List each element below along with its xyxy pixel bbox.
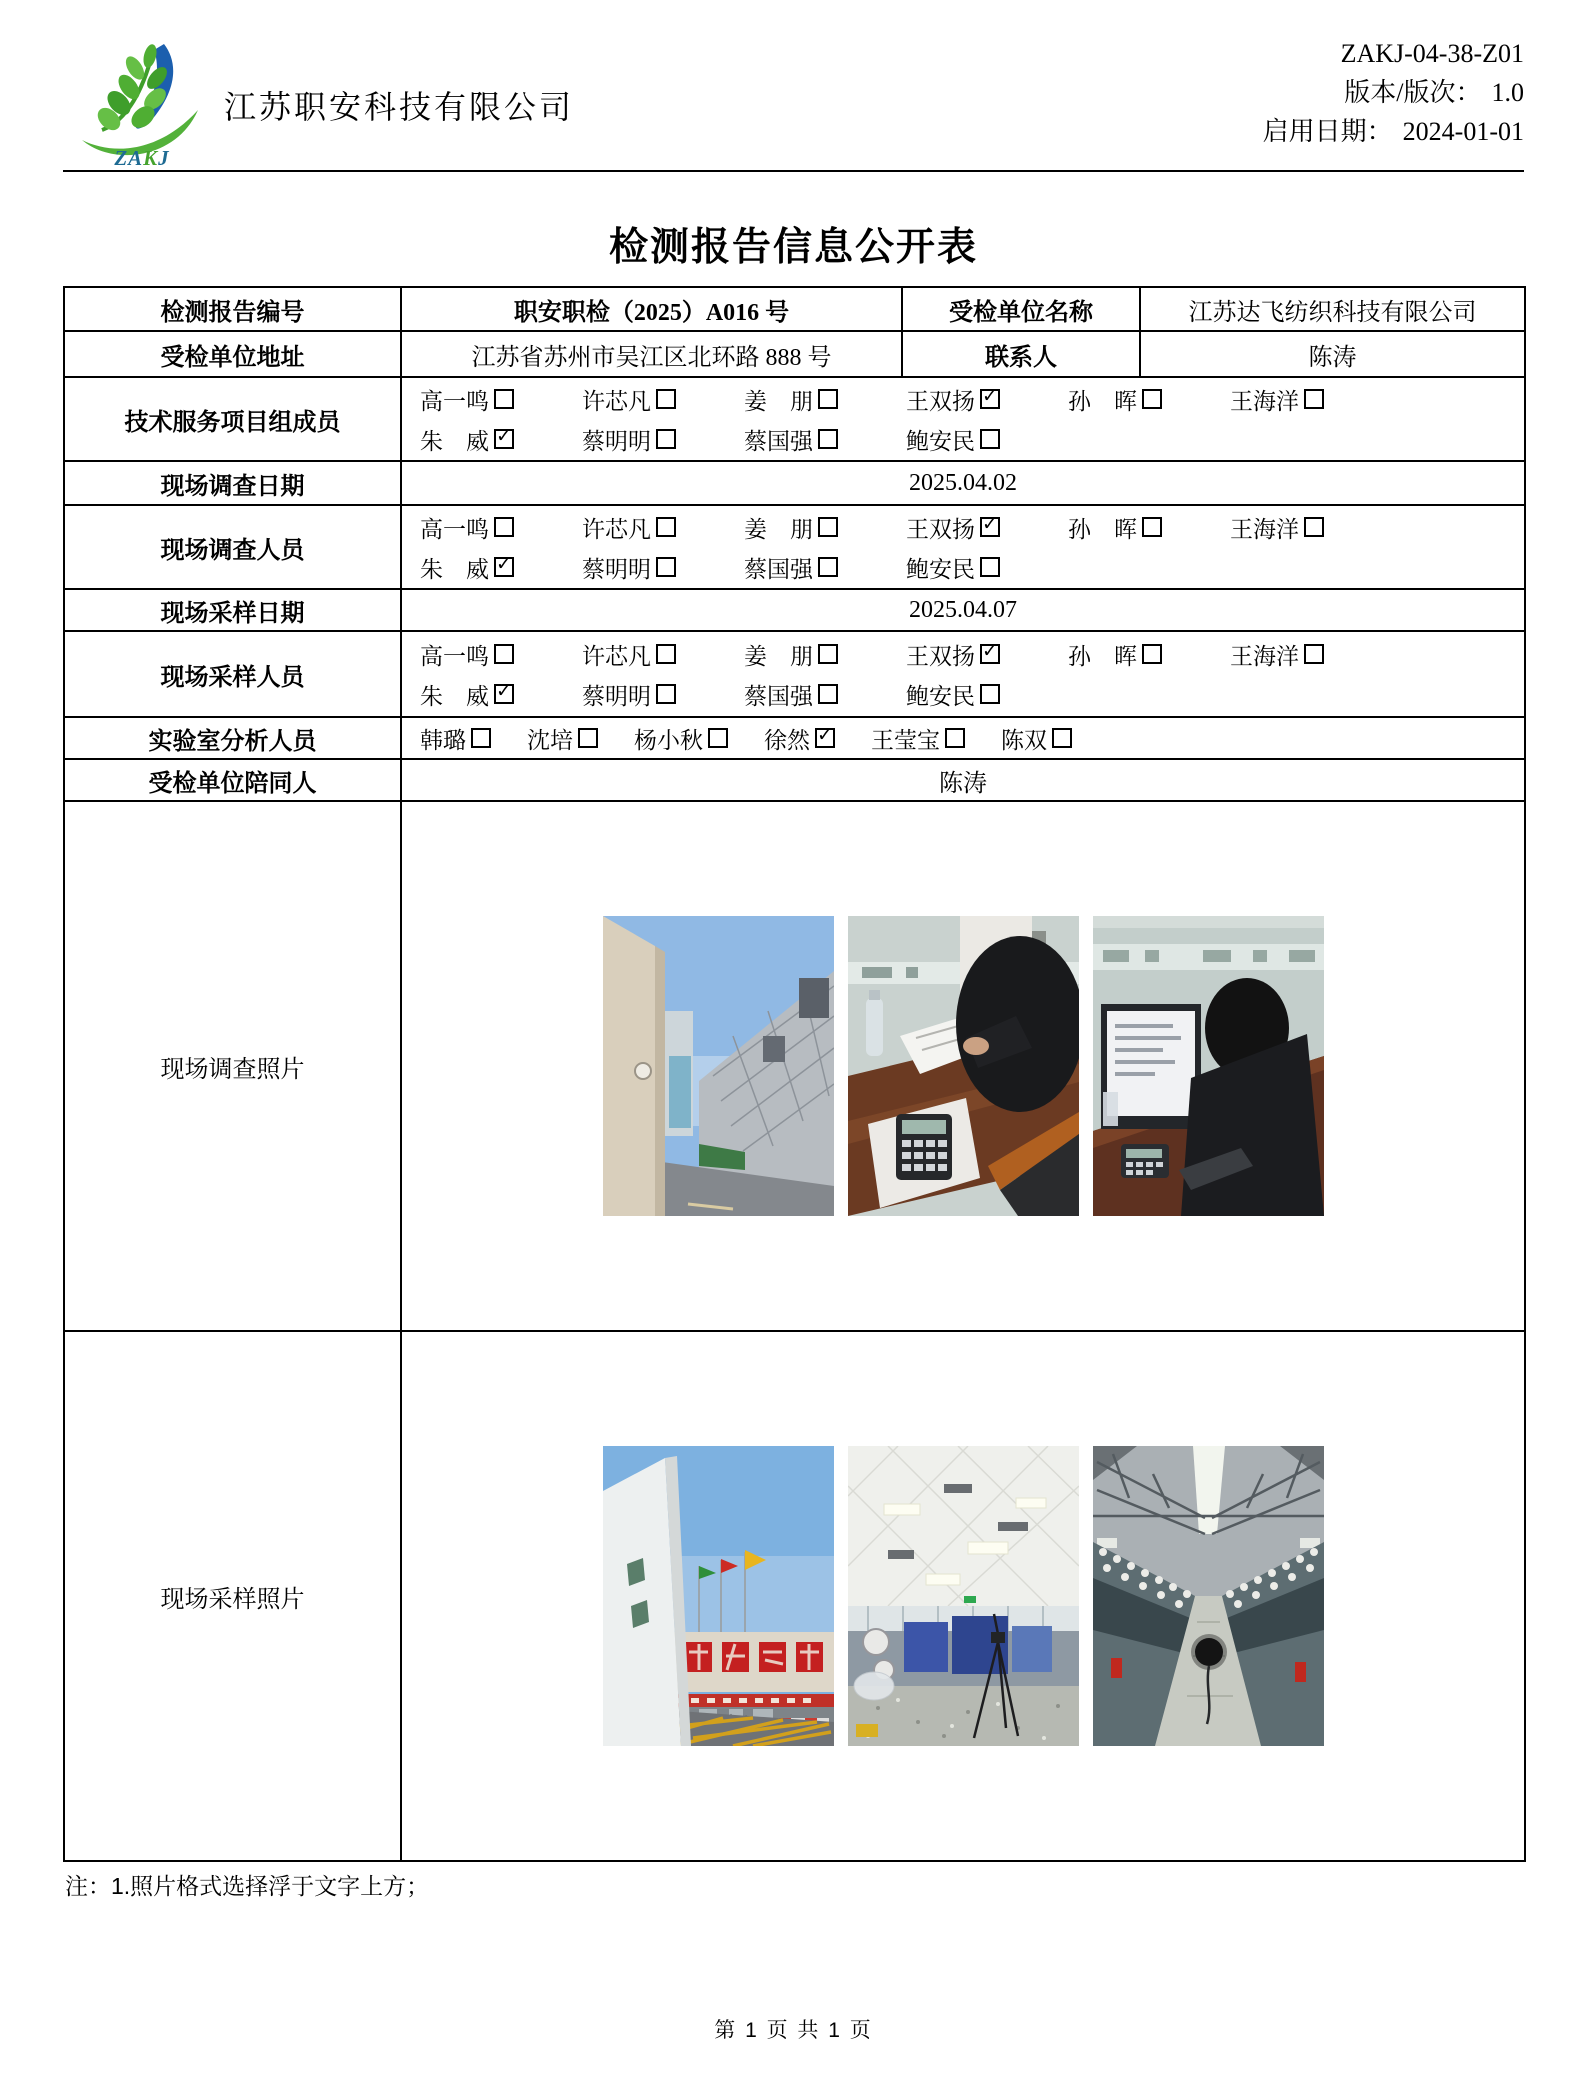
staff-name: 鲍安民 (906, 428, 975, 454)
checkbox-unchecked (1142, 517, 1162, 537)
accompany-value: 陈涛 (401, 759, 1525, 801)
staff-line-2 (402, 547, 1524, 587)
checkbox-unchecked (818, 517, 838, 537)
staff-name: 韩璐 (420, 727, 466, 753)
accompany-label: 受检单位陪同人 (64, 759, 401, 801)
address-value: 江苏省苏州市吴江区北环路 888 号 (401, 331, 902, 377)
staff-member (744, 383, 838, 416)
sampling-photos-cell (401, 1331, 1525, 1861)
staff-name: 朱 威 (420, 556, 489, 582)
survey-date-value: 2025.04.02 (401, 461, 1525, 505)
logo-text: ZAKJ (114, 146, 170, 170)
staff-name: 王海洋 (1230, 643, 1299, 669)
checkbox-unchecked (1304, 389, 1324, 409)
unit-name-label: 受检单位名称 (902, 287, 1140, 331)
checkbox-unchecked (818, 389, 838, 409)
checkbox-checked (494, 557, 514, 577)
survey-photos-label: 现场调查照片 (64, 801, 401, 1331)
checkbox-unchecked (980, 429, 1000, 449)
survey-photos-cell (401, 801, 1525, 1331)
staff-name: 孙 晖 (1068, 643, 1137, 669)
staff-name: 徐然 (764, 727, 810, 753)
checkbox-unchecked (1304, 644, 1324, 664)
checkbox-unchecked (656, 684, 676, 704)
staff-name: 沈培 (527, 727, 573, 753)
staff-name: 蔡明明 (582, 683, 651, 709)
office-desk-paperwork-photo (848, 916, 1079, 1216)
contact-label: 联系人 (902, 331, 1140, 377)
street-scaffold-building-photo (603, 916, 834, 1216)
staff-name: 王双扬 (906, 643, 975, 669)
staff-member (582, 678, 676, 711)
staff-member (906, 638, 1000, 671)
staff-line-1 (402, 634, 1524, 674)
checkbox-checked (980, 517, 1000, 537)
staff-name: 蔡国强 (744, 683, 813, 709)
staff-member (906, 678, 1000, 711)
staff-name: 姜 朋 (744, 643, 813, 669)
team-members-label: 技术服务项目组成员 (64, 377, 401, 461)
team-members-cell (401, 377, 1525, 461)
checkbox-unchecked (708, 728, 728, 748)
contact-value: 陈涛 (1140, 331, 1525, 377)
checkbox-unchecked (656, 557, 676, 577)
doc-version (1263, 73, 1524, 112)
staff-member (744, 551, 838, 584)
checkbox-unchecked (945, 728, 965, 748)
staff-member (582, 423, 676, 456)
staff-name: 蔡明明 (582, 428, 651, 454)
staff-member (420, 511, 514, 544)
report-info-table (63, 286, 1526, 1862)
staff-name: 蔡国强 (744, 428, 813, 454)
staff-line-1 (402, 507, 1524, 547)
checkbox-unchecked (494, 644, 514, 664)
staff-name: 王莹宝 (871, 727, 940, 753)
staff-member (906, 551, 1000, 584)
staff-name: 许芯凡 (582, 643, 651, 669)
logo-leaves-icon (72, 34, 212, 172)
checkbox-checked (980, 644, 1000, 664)
staff-member (1230, 383, 1324, 416)
checkbox-unchecked (471, 728, 491, 748)
staff-member (1068, 638, 1162, 671)
footnote: 注：1.照片格式选择浮于文字上方； (65, 1873, 430, 1899)
staff-member (906, 511, 1000, 544)
report-no-label: 检测报告编号 (64, 287, 401, 331)
staff-name: 王双扬 (906, 516, 975, 542)
staff-member (420, 678, 514, 711)
staff-name: 王双扬 (906, 388, 975, 414)
staff-member (744, 511, 838, 544)
staff-name: 鲍安民 (906, 556, 975, 582)
staff-member (906, 423, 1000, 456)
header-divider (63, 170, 1524, 172)
staff-member (744, 678, 838, 711)
staff-name: 姜 朋 (744, 516, 813, 542)
checkbox-unchecked (494, 389, 514, 409)
checkbox-unchecked (818, 429, 838, 449)
checkbox-unchecked (1052, 728, 1072, 748)
staff-name: 杨小秋 (634, 727, 703, 753)
checkbox-unchecked (578, 728, 598, 748)
checkbox-checked (494, 684, 514, 704)
lab-staff-cell (401, 717, 1525, 759)
staff-member (420, 722, 491, 755)
checkbox-unchecked (494, 517, 514, 537)
lab-staff-line (402, 718, 1524, 758)
staff-name: 王海洋 (1230, 388, 1299, 414)
checkbox-unchecked (1142, 389, 1162, 409)
staff-member (420, 423, 514, 456)
survey-staff-cell (401, 505, 1525, 589)
staff-member (420, 638, 514, 671)
staff-member (1230, 511, 1324, 544)
checkbox-checked (815, 728, 835, 748)
staff-name: 鲍安民 (906, 683, 975, 709)
checkbox-unchecked (980, 684, 1000, 704)
version-label: 版本/版次： (1344, 78, 1482, 107)
enable-date-value: 2024-01-01 (1402, 117, 1524, 146)
checkbox-checked (980, 389, 1000, 409)
staff-name: 蔡国强 (744, 556, 813, 582)
staff-name: 高一鸣 (420, 643, 489, 669)
staff-member (744, 423, 838, 456)
spinning-frames-aisle-photo (1093, 1446, 1324, 1746)
staff-name: 蔡明明 (582, 556, 651, 582)
staff-name: 高一鸣 (420, 516, 489, 542)
staff-name: 孙 晖 (1068, 516, 1137, 542)
report-no-value: 职安职检（2025）A016 号 (401, 287, 902, 331)
sampling-staff-cell (401, 631, 1525, 717)
workshop-looms-tripod-photo (848, 1446, 1079, 1746)
version-value: 1.0 (1491, 78, 1524, 107)
staff-member (582, 383, 676, 416)
staff-member (1068, 511, 1162, 544)
sampling-date-value: 2025.04.07 (401, 589, 1525, 631)
document-meta (1263, 34, 1524, 151)
checkbox-unchecked (980, 557, 1000, 577)
staff-member (582, 638, 676, 671)
staff-member (420, 383, 514, 416)
staff-name: 许芯凡 (582, 516, 651, 542)
enable-date-label: 启用日期： (1262, 117, 1393, 146)
staff-member (871, 722, 965, 755)
staff-member (582, 551, 676, 584)
staff-name: 陈双 (1001, 727, 1047, 753)
factory-gate-flags-photo (603, 1446, 834, 1746)
sampling-date-label: 现场采样日期 (64, 589, 401, 631)
staff-line-1 (402, 379, 1524, 419)
checkbox-unchecked (1142, 644, 1162, 664)
address-label: 受检单位地址 (64, 331, 401, 377)
doc-enable-date (1263, 112, 1524, 151)
staff-name: 孙 晖 (1068, 388, 1137, 414)
sampling-staff-label: 现场采样人员 (64, 631, 401, 717)
staff-member (527, 722, 598, 755)
staff-member (744, 638, 838, 671)
staff-member (1068, 383, 1162, 416)
staff-member (634, 722, 728, 755)
page-number: 第 1 页 共 1 页 (714, 2019, 873, 2042)
staff-name: 王海洋 (1230, 516, 1299, 542)
staff-line-2 (402, 419, 1524, 459)
survey-staff-label: 现场调查人员 (64, 505, 401, 589)
office-monitor-desk-photo (1093, 916, 1324, 1216)
checkbox-checked (494, 429, 514, 449)
staff-name: 朱 威 (420, 683, 489, 709)
checkbox-unchecked (1304, 517, 1324, 537)
checkbox-unchecked (818, 644, 838, 664)
staff-member (764, 722, 835, 755)
checkbox-unchecked (818, 684, 838, 704)
unit-name-value: 江苏达飞纺织科技有限公司 (1140, 287, 1525, 331)
checkbox-unchecked (656, 644, 676, 664)
checkbox-unchecked (656, 429, 676, 449)
sampling-photo-strip (402, 1446, 1524, 1746)
staff-member (582, 511, 676, 544)
survey-photo-strip (402, 916, 1524, 1216)
checkbox-unchecked (818, 557, 838, 577)
survey-date-label: 现场调查日期 (64, 461, 401, 505)
staff-name: 姜 朋 (744, 388, 813, 414)
page-title: 检测报告信息公开表 (608, 226, 978, 269)
staff-member (1001, 722, 1072, 755)
staff-line-2 (402, 674, 1524, 714)
doc-code: ZAKJ-04-38-Z01 (1340, 39, 1524, 68)
lab-staff-label: 实验室分析人员 (64, 717, 401, 759)
staff-name: 许芯凡 (582, 388, 651, 414)
staff-member (420, 551, 514, 584)
company-logo (72, 34, 212, 172)
staff-member (906, 383, 1000, 416)
checkbox-unchecked (656, 389, 676, 409)
staff-name: 高一鸣 (420, 388, 489, 414)
checkbox-unchecked (656, 517, 676, 537)
sampling-photos-label: 现场采样照片 (64, 1331, 401, 1861)
staff-name: 朱 威 (420, 428, 489, 454)
company-name: 江苏职安科技有限公司 (224, 89, 575, 125)
staff-member (1230, 638, 1324, 671)
